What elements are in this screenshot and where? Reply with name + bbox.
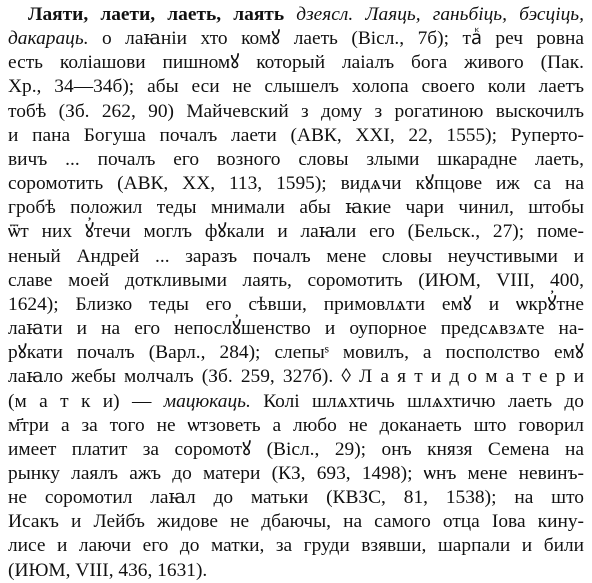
entry-text: и пана Богуша почалъ лаети (АВК, XXI, 22, 1555); Руперто- [8, 124, 584, 146]
entry-text [284, 4, 296, 25]
entry-text: не соромотил лаꙗл до матьки (КВЗС, 81, 1538); на што [8, 487, 584, 509]
entry-text: имеет платит за соромотꙋ (Вісл., 29); онъ князя Семена на [8, 438, 584, 460]
entry-line [8, 293, 584, 317]
entry-line [8, 27, 584, 51]
entry-line [8, 269, 584, 293]
entry-text: гробѣ положил теды мнимали абы ꙗкие чари чинил, штобы [8, 197, 584, 219]
entry-text: Исакъ и Лейбъ жидове не дбаючы, на самого отца Іова кину- [8, 511, 584, 533]
entry-text: славе моей доткливыми лаять, соромотить (ИЮМ, VIII, 400, [8, 269, 584, 291]
entry-text: соромотить (АВК, XX, 113, 1595); видѧчи кꙋпцове иж са на [8, 173, 584, 195]
entry-text: ѿт них ꙋ҆течи моглъ фꙋкали и лаꙗли его (Бельск., 27); поме- [8, 221, 584, 243]
entry-text: Колі шлѧхтичь шлѧхтичю лаеть до [250, 390, 584, 412]
entry-line [8, 390, 584, 414]
entry-line [8, 341, 584, 365]
entry-text: 1624); Близко теды его сѣвши, примовлѧти емꙋ и ѡкрꙋ҆тне [8, 293, 584, 315]
entry-text: лаꙗло жебы молчалъ (Зб. 259, 327б). ◊ Л а я т и д о м а т е р и [8, 366, 584, 388]
entry-line [8, 124, 584, 148]
entry-line [8, 3, 584, 27]
entry-line [8, 148, 584, 172]
italic-text: дзеясл. Лаяць, ганьбіць, бэсціць, [296, 4, 584, 25]
entry-line [8, 559, 584, 583]
entry-line [8, 438, 584, 462]
entry-line [8, 486, 584, 510]
entry-text: (м а т к и) — [8, 390, 164, 412]
entry-line [8, 172, 584, 196]
entry-line [8, 510, 584, 534]
entry-line [8, 365, 584, 389]
entry-line [8, 462, 584, 486]
entry-text: Хр., 34—34б); абы еси не слышелъ холопа своего коли лаетъ [8, 76, 584, 98]
entry-line [8, 220, 584, 244]
entry-line [8, 245, 584, 269]
entry-text: тобѣ (Зб. 262, 90) Майчевский з дому з рогатиною выскочилъ [8, 100, 584, 122]
entry-line [8, 317, 584, 341]
entry-text: лисе и лаючи его до матки, за груди взявши, шарпали и били [8, 535, 584, 557]
entry-line [8, 75, 584, 99]
entry-text: есть коліашови пишномꙋ который лаіалъ бога живого (Пак. [8, 52, 584, 74]
entry-text: вичъ ... почалъ его возного словы злыми шкарадне лаеть, [8, 148, 584, 170]
entry-line [8, 534, 584, 558]
entry-text: неный Андрей ... заразъ почалъ мене словы неучстивыми и [8, 245, 584, 267]
entry-line [8, 414, 584, 438]
entry-text: м҃три а за того не ѡтзоветь а любо не доканаеть што говорил [8, 414, 584, 436]
entry-line [8, 196, 584, 220]
italic-text: мацюкаць. [163, 390, 251, 412]
entry-text: рꙋкати почалъ (Варл., 284); слепыˢ мовилъ, а посполство емꙋ [8, 342, 584, 364]
entry-line [8, 100, 584, 124]
entry-text: лаꙗти и на его непослꙋ҆шенство и оупорное предсѧвзѧте на- [8, 318, 584, 340]
italic-text: дакараць. [8, 28, 89, 50]
entry-line [8, 51, 584, 75]
entry-text: о лаꙗніи хто комꙋ лаеть (Вісл., 7б); таⷦ реч ровна [88, 28, 584, 50]
headword: Лаяти, лаети, лаеть, лаять [28, 4, 285, 25]
entry-text: рынку лаялъ ажъ до матери (КЗ, 693, 1498); ѡнъ мене невинъ- [8, 462, 584, 484]
entry-text: (ИЮМ, VIII, 436, 1631). [8, 559, 208, 581]
